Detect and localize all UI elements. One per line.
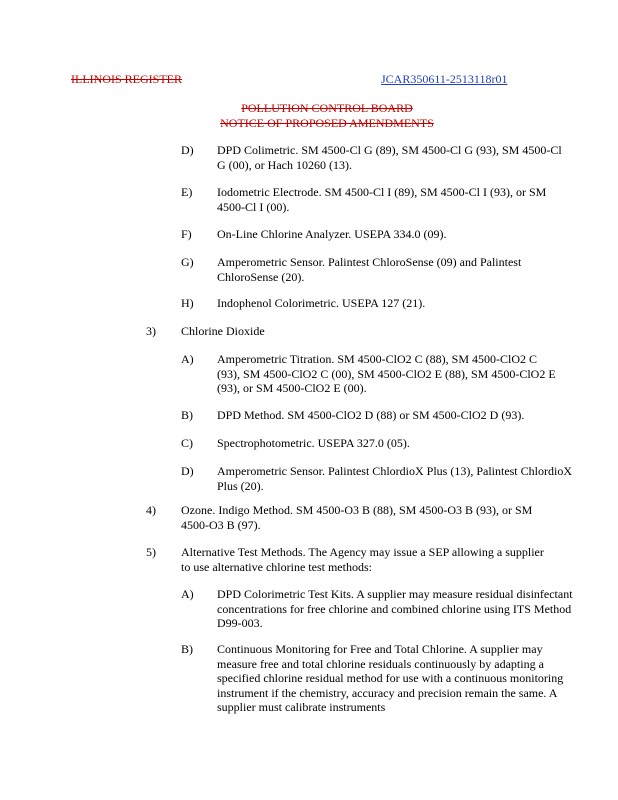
section-text: Alternative Test Methods. The Agency may issue a SEP allowing a supplier to use alternative chlorine test methods:	[181, 545, 544, 574]
section-label: 3)	[146, 324, 156, 338]
item-label: B)	[181, 642, 193, 656]
section-text: Ozone. Indigo Method. SM 4500-O3 B (88), SM 4500-O3 B (93), or SM 4500-O3 B (97).	[181, 503, 533, 532]
item-label: A)	[181, 352, 194, 366]
item-text: Iodometric Electrode. SM 4500-Cl I (89), SM 4500-Cl I (93), or SM 4500-Cl I (00).	[217, 185, 547, 214]
item-text: DPD Colorimetric Test Kits. A supplier may measure residual disinfectant concentrations for free chlorine and combined chlorine using ITS Method D99-003.	[217, 587, 573, 630]
item-label: C)	[181, 436, 193, 450]
item-label: H)	[181, 296, 194, 310]
notice-title: NOTICE OF PROPOSED AMENDMENTS	[220, 116, 434, 130]
item-label: D)	[181, 143, 194, 157]
section-text: Chlorine Dioxide	[181, 324, 265, 338]
item-label: B)	[181, 408, 193, 422]
item-label: E)	[181, 185, 193, 199]
item-text: On-Line Chlorine Analyzer. USEPA 334.0 (09).	[217, 227, 447, 241]
item-text: Amperometric Sensor. Palintest ChloroSense (09) and Palintest ChloroSense (20).	[217, 255, 522, 284]
header-left: ILLINOIS REGISTER	[71, 72, 182, 86]
item-label: G)	[181, 255, 194, 269]
item-label: A)	[181, 587, 194, 601]
header-right-link[interactable]: JCAR350611-2513118r01	[381, 72, 508, 86]
item-text: DPD Colimetric. SM 4500-Cl G (89), SM 4500-Cl G (93), SM 4500-Cl G (00), or Hach 10260 (13).	[217, 143, 562, 172]
item-text: DPD Method. SM 4500-ClO2 D (88) or SM 4500-ClO2 D (93).	[217, 408, 525, 422]
item-text: Spectrophotometric. USEPA 327.0 (05).	[217, 436, 410, 450]
board-title: POLLUTION CONTROL BOARD	[241, 101, 413, 115]
item-text: Amperometric Titration. SM 4500-ClO2 C (88), SM 4500-ClO2 C (93), SM 4500-ClO2 C (00), SM 4500-ClO2 E (88), SM 4500-ClO2 E (93), or SM 4500-ClO2 E (00).	[217, 352, 556, 395]
item-text: Amperometric Sensor. Palintest ChlordioX Plus (13), Palintest ChlordioX Plus (20).	[217, 464, 572, 493]
section-label: 5)	[146, 545, 156, 559]
item-label: F)	[181, 227, 192, 241]
section-label: 4)	[146, 503, 156, 517]
item-text: Continuous Monitoring for Free and Total Chlorine. A supplier may measure free and total chlorine residuals continuously by adapting a specified chlorine residual method for use with a continuous monitoring instrument if the chemistry, accuracy and precision remain the same. A supplier must calibrate instruments	[217, 642, 564, 714]
item-label: D)	[181, 464, 194, 478]
item-text: Indophenol Colorimetric. USEPA 127 (21).	[217, 296, 426, 310]
